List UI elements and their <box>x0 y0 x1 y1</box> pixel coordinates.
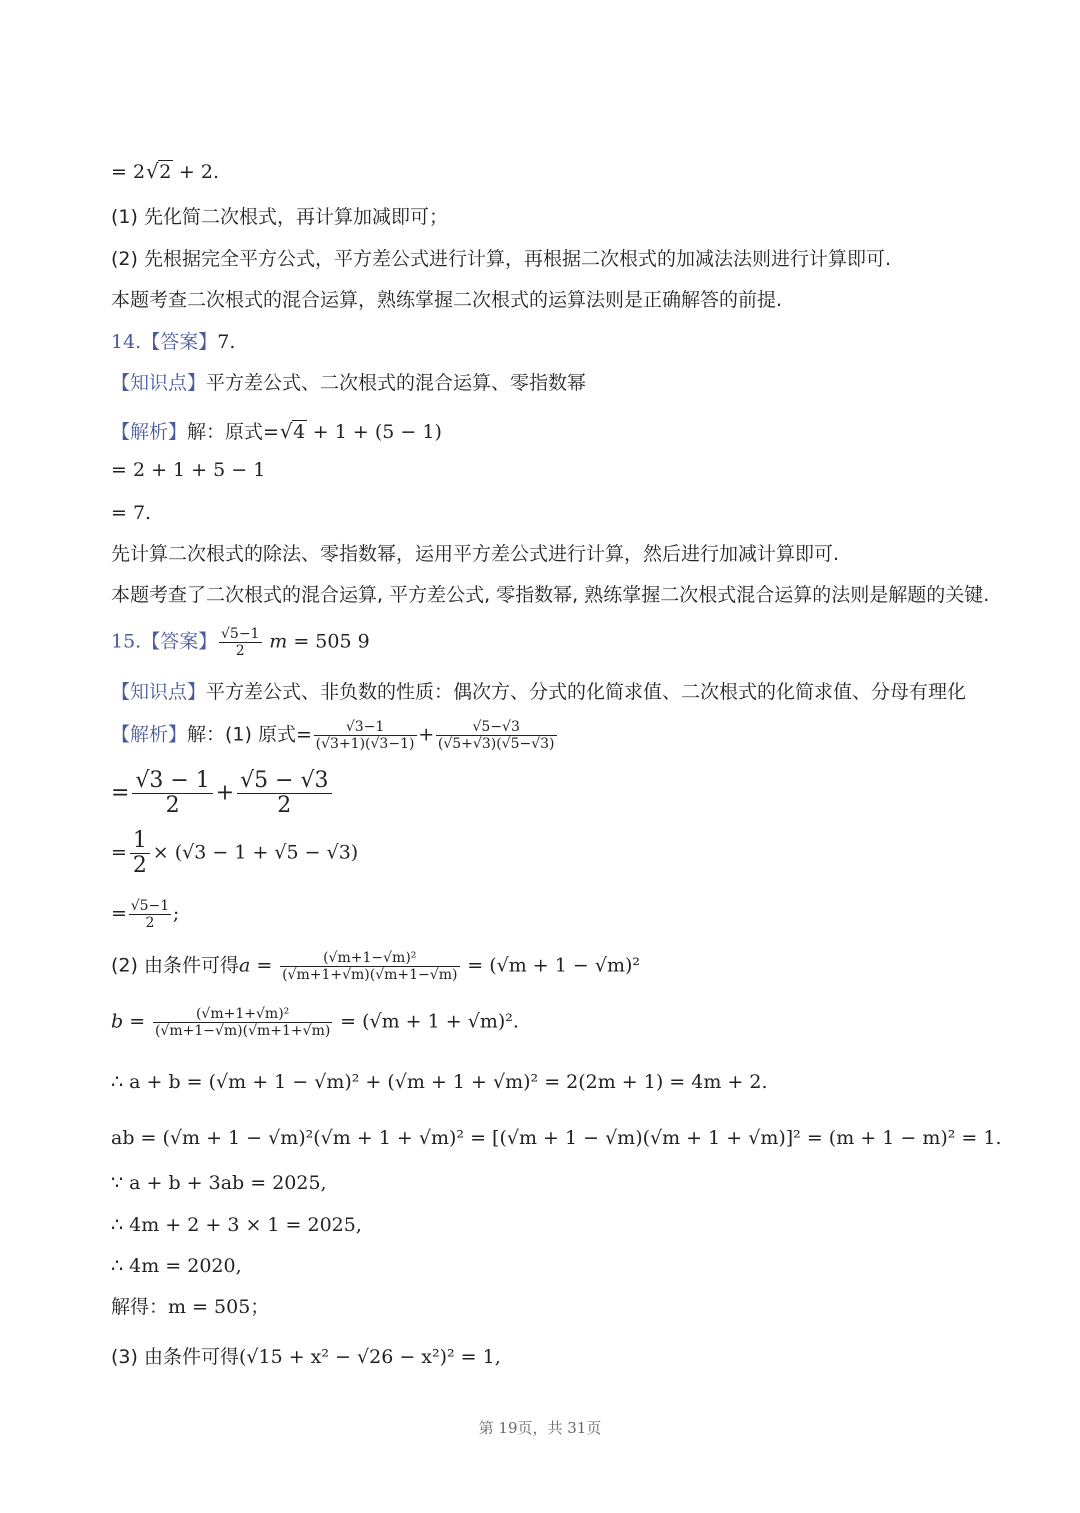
answer-fraction <box>219 627 262 658</box>
p2-condition-1: ∵ a + b + 3ab = 2025, <box>111 1172 327 1194</box>
fraction <box>129 899 172 930</box>
q14-note-2: 本题考查了二次根式的混合运算, 平方差公式, 零指数幂, 熟练掌握二次根式混合运算的法则是解题的关键. <box>111 584 990 606</box>
page-footer: 第 19页，共 31页 <box>478 1419 602 1437</box>
analysis-tag: 【解析】 <box>111 723 188 746</box>
text: (2) 由条件可得 <box>111 954 239 977</box>
q15-knowledge <box>111 683 966 702</box>
denominator: (√m+1+√m)(√m+1−√m) <box>282 967 458 983</box>
q15-analysis: 【解析】解：(1) 原式= $\frac{√3-1}{(√3+1)(√3-1)}$ + $\frac{√5-√3}{(√5+√3)(√5-√3)}$ <box>111 720 558 751</box>
answer-rest: = 505 9 <box>287 630 370 653</box>
q14-answer <box>111 333 235 352</box>
text: = (√m + 1 − √m)² <box>467 954 640 977</box>
denominator: (√5+√3)(√5−√3) <box>437 736 555 752</box>
fraction <box>237 770 332 817</box>
text: 解：原式= <box>187 421 279 443</box>
var-b: b <box>111 1010 124 1033</box>
sqrt <box>146 163 173 182</box>
q14-knowledge <box>111 374 586 393</box>
radicand: 4 <box>293 421 306 443</box>
text: + 2. <box>172 161 220 183</box>
step-note-2: (2) 先根据完全平方公式，平方差公式进行计算，再根据二次根式的加减法法则进行计算即可. <box>111 248 891 270</box>
summary-note: 本题考查二次根式的混合运算，熟练掌握二次根式的运算法则是正确解答的前提. <box>111 289 783 311</box>
fraction <box>153 1007 333 1038</box>
knowledge-text: 平方差公式、二次根式的混合运算、零指数幂 <box>206 372 587 394</box>
text: (3) 由条件可得 <box>111 1346 239 1368</box>
p2-product-line: ab = (√m + 1 − √m)²(√m + 1 + √m)² = [(√m + 1 − √m)(√m + 1 + √m)]² = (m + 1 − m)² = 1. <box>111 1127 1002 1149</box>
result-line <box>111 163 219 182</box>
fraction <box>314 720 417 751</box>
numerator: √3−1 <box>314 720 417 736</box>
denominator: (√3+1)(√3−1) <box>315 736 415 752</box>
q15-step-3: = $\frac{1}{2}$ × (√3 − 1 + √5 − √3) <box>111 828 359 878</box>
fraction <box>436 720 557 751</box>
p2-b-line: b = $\frac{\text{(√m+1+√m)²}}{(√m+1-√m)(√m+1+√m)}$ = (√m + 1 + √m)². <box>111 1006 519 1039</box>
var-a: a <box>238 954 251 977</box>
text: = 2 <box>111 161 146 183</box>
p2-condition-2: ∴ 4m + 2 + 3 × 1 = 2025, <box>111 1214 362 1236</box>
q15-step-4: = $\frac{√5-1}{2}$ ; <box>111 898 180 931</box>
analysis-tag: 【解析】 <box>111 421 188 443</box>
q14-step-3: = 7. <box>111 502 152 524</box>
p3-line <box>111 1348 501 1367</box>
numerator: √5 − √3 <box>237 770 332 794</box>
question-number: 14. <box>111 331 142 353</box>
answer-tag: 【答案】 <box>141 630 218 653</box>
radicand: 2 <box>159 161 172 183</box>
numerator: √5−1 <box>219 627 262 643</box>
numerator: √5−√3 <box>436 720 557 736</box>
text: 解得： <box>111 1296 169 1318</box>
denominator: 2 <box>145 915 155 931</box>
knowledge-text: 平方差公式、非负数的性质：偶次方、分式的化简求值、二次根式的化简求值、分母有理化 <box>206 681 967 703</box>
step-note-1: (1) 先化简二次根式，再计算加减即可； <box>111 206 448 228</box>
q14-analysis <box>111 423 442 442</box>
knowledge-tag: 【知识点】 <box>111 681 207 703</box>
fraction <box>130 830 151 877</box>
sqrt <box>280 423 307 442</box>
numerator: (√m+1−√m)² <box>280 951 460 967</box>
q15-answer <box>111 627 370 658</box>
var-m: m <box>269 630 288 653</box>
answer-tag: 【答案】 <box>141 331 218 353</box>
text: + 1 + (5 − 1) <box>306 421 442 443</box>
fraction <box>280 951 460 982</box>
q15-step-2: = $\frac{√3 - 1}{2}$ + $\frac{√5 - √3}{2}$ <box>111 770 334 817</box>
denominator: 2 <box>235 643 245 659</box>
denominator: 2 <box>277 793 292 818</box>
answer-value: 7. <box>217 331 236 353</box>
p2-a-line: (2) 由条件可得a = $\frac{\text{(√m+1−√m)²}}{(√m+1+√m)(√m+1-√m)}$ = (√m + 1 − √m)² <box>111 950 640 983</box>
p2-solution <box>111 1298 269 1317</box>
text: (√15 + x² − √26 − x²)² = 1, <box>238 1346 501 1368</box>
numerator: (√m+1+√m)² <box>153 1007 333 1023</box>
fraction <box>132 770 213 817</box>
p2-sum-line: ∴ a + b = (√m + 1 − √m)² + (√m + 1 + √m)² = 2(2m + 1) = 4m + 2. <box>111 1071 768 1093</box>
denominator: 2 <box>132 853 147 878</box>
denominator: 2 <box>165 793 180 818</box>
text: = (√m + 1 + √m)². <box>340 1010 519 1033</box>
question-number: 15. <box>111 630 142 653</box>
text: 解：(1) 原式= <box>187 723 312 746</box>
knowledge-tag: 【知识点】 <box>111 372 207 394</box>
q14-step-2: = 2 + 1 + 5 − 1 <box>111 459 266 481</box>
text: × (√3 − 1 + √5 − √3) <box>152 841 359 864</box>
numerator: √5−1 <box>129 899 172 915</box>
denominator: (√m+1−√m)(√m+1+√m) <box>154 1023 331 1039</box>
numerator: 1 <box>130 830 151 854</box>
numerator: √3 − 1 <box>132 770 213 794</box>
p2-condition-3: ∴ 4m = 2020, <box>111 1255 242 1277</box>
q14-note-1: 先计算二次根式的除法、零指数幂，运用平方差公式进行计算，然后进行加减计算即可. <box>111 543 840 565</box>
text: m = 505； <box>168 1296 270 1318</box>
